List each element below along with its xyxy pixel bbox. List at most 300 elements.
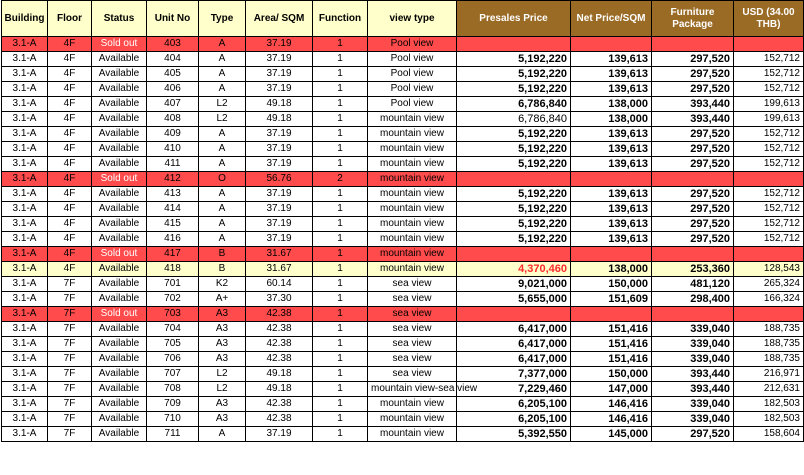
cell-type: A (199, 67, 246, 82)
cell-function: 1 (313, 247, 368, 262)
cell-status: Available (92, 142, 147, 157)
cell-floor: 7F (48, 412, 92, 427)
cell-net-price: 146,416 (571, 412, 652, 427)
cell-type: A3 (199, 322, 246, 337)
cell-building: 3.1-A (2, 367, 48, 382)
cell-usd: 152,712 (734, 202, 804, 217)
cell-function: 1 (313, 337, 368, 352)
cell-floor: 4F (48, 37, 92, 52)
cell-net-price: 138,000 (571, 97, 652, 112)
cell-floor: 4F (48, 217, 92, 232)
cell-net-price: 151,416 (571, 352, 652, 367)
cell-function: 1 (313, 382, 368, 397)
cell-furniture-package: 297,520 (652, 142, 734, 157)
cell-status: Available (92, 367, 147, 382)
cell-usd: 216,971 (734, 367, 804, 382)
cell-net-price: 151,416 (571, 322, 652, 337)
header-area: Area/ SQM (246, 1, 313, 37)
table-row (2, 397, 804, 412)
table-row (2, 232, 804, 247)
cell-floor: 4F (48, 232, 92, 247)
table-row (2, 427, 804, 442)
table-row (2, 82, 804, 97)
cell-net-price: 151,416 (571, 337, 652, 352)
cell-area: 42.38 (246, 412, 313, 427)
cell-presales-price: 7,377,000 (457, 367, 571, 382)
header-usd: USD (34.00 THB) (734, 1, 804, 37)
cell-net-price (571, 247, 652, 262)
cell-unit-no: 406 (147, 82, 199, 97)
cell-type: K2 (199, 277, 246, 292)
cell-usd: 152,712 (734, 157, 804, 172)
cell-type: L2 (199, 382, 246, 397)
cell-view-type: Pool view (368, 52, 457, 67)
cell-net-price: 146,416 (571, 397, 652, 412)
cell-presales-price: 5,192,220 (457, 127, 571, 142)
cell-presales-price: 5,192,220 (457, 157, 571, 172)
cell-type: B (199, 247, 246, 262)
cell-view-type: mountain view (368, 217, 457, 232)
cell-area: 37.19 (246, 127, 313, 142)
cell-function: 1 (313, 352, 368, 367)
cell-usd: 188,735 (734, 322, 804, 337)
table-row (2, 247, 804, 262)
table-row (2, 322, 804, 337)
cell-unit-no: 414 (147, 202, 199, 217)
cell-presales-price: 7,229,460 (457, 382, 571, 397)
cell-function: 2 (313, 172, 368, 187)
cell-view-type: Pool view (368, 67, 457, 82)
cell-floor: 4F (48, 262, 92, 277)
cell-area: 60.14 (246, 277, 313, 292)
cell-status: Available (92, 382, 147, 397)
cell-view-type: mountain view (368, 142, 457, 157)
cell-unit-no: 418 (147, 262, 199, 277)
cell-building: 3.1-A (2, 277, 48, 292)
cell-function: 1 (313, 397, 368, 412)
cell-function: 1 (313, 232, 368, 247)
cell-building: 3.1-A (2, 232, 48, 247)
cell-type: A (199, 52, 246, 67)
cell-view-type: mountain view (368, 427, 457, 442)
table-row (2, 367, 804, 382)
table-row (2, 52, 804, 67)
header-row (2, 1, 804, 37)
cell-status: Available (92, 67, 147, 82)
cell-furniture-package: 297,520 (652, 67, 734, 82)
header-building: Building (2, 1, 48, 37)
cell-presales-price: 5,192,220 (457, 217, 571, 232)
cell-building: 3.1-A (2, 97, 48, 112)
cell-view-type: sea view (368, 277, 457, 292)
cell-presales-price (457, 307, 571, 322)
cell-unit-no: 409 (147, 127, 199, 142)
cell-building: 3.1-A (2, 322, 48, 337)
cell-furniture-package: 297,520 (652, 427, 734, 442)
cell-building: 3.1-A (2, 67, 48, 82)
cell-presales-price: 5,192,220 (457, 187, 571, 202)
cell-view-type: Pool view (368, 97, 457, 112)
cell-area: 37.19 (246, 142, 313, 157)
cell-net-price: 139,613 (571, 187, 652, 202)
cell-furniture-package: 297,520 (652, 217, 734, 232)
cell-net-price: 139,613 (571, 127, 652, 142)
cell-type: A (199, 427, 246, 442)
cell-furniture-package: 393,440 (652, 112, 734, 127)
header-view-type: view type (368, 1, 457, 37)
cell-net-price: 138,000 (571, 112, 652, 127)
header-function: Function (313, 1, 368, 37)
header-status: Status (92, 1, 147, 37)
cell-building: 3.1-A (2, 292, 48, 307)
cell-unit-no: 404 (147, 52, 199, 67)
cell-area: 37.19 (246, 217, 313, 232)
cell-furniture-package: 393,440 (652, 382, 734, 397)
table-row (2, 37, 804, 52)
table-body (2, 37, 804, 442)
cell-function: 1 (313, 307, 368, 322)
cell-area: 42.38 (246, 322, 313, 337)
cell-presales-price: 6,786,840 (457, 112, 571, 127)
cell-view-type: sea view (368, 292, 457, 307)
cell-furniture-package (652, 247, 734, 262)
cell-function: 1 (313, 322, 368, 337)
cell-net-price (571, 37, 652, 52)
cell-type: A (199, 82, 246, 97)
cell-area: 37.19 (246, 202, 313, 217)
table-row (2, 292, 804, 307)
cell-building: 3.1-A (2, 382, 48, 397)
cell-status: Sold out (92, 247, 147, 262)
cell-view-type: Pool view (368, 82, 457, 97)
cell-net-price: 139,613 (571, 157, 652, 172)
cell-status: Available (92, 232, 147, 247)
cell-usd: 158,604 (734, 427, 804, 442)
cell-unit-no: 705 (147, 337, 199, 352)
cell-area: 37.19 (246, 187, 313, 202)
table-row (2, 97, 804, 112)
cell-usd: 166,324 (734, 292, 804, 307)
cell-presales-price (457, 172, 571, 187)
cell-status: Available (92, 82, 147, 97)
cell-building: 3.1-A (2, 52, 48, 67)
cell-type: A (199, 202, 246, 217)
cell-type: A3 (199, 397, 246, 412)
cell-area: 31.67 (246, 262, 313, 277)
cell-furniture-package: 253,360 (652, 262, 734, 277)
cell-view-type: mountain view (368, 127, 457, 142)
cell-building: 3.1-A (2, 427, 48, 442)
cell-net-price (571, 172, 652, 187)
cell-function: 1 (313, 202, 368, 217)
cell-status: Available (92, 322, 147, 337)
cell-unit-no: 413 (147, 187, 199, 202)
cell-floor: 4F (48, 52, 92, 67)
cell-usd: 182,503 (734, 397, 804, 412)
cell-type: A (199, 217, 246, 232)
cell-usd (734, 247, 804, 262)
cell-status: Available (92, 202, 147, 217)
cell-usd: 128,543 (734, 262, 804, 277)
table-row (2, 382, 804, 397)
cell-area: 49.18 (246, 97, 313, 112)
cell-type: A3 (199, 337, 246, 352)
cell-type: A3 (199, 412, 246, 427)
cell-presales-price: 6,417,000 (457, 352, 571, 367)
header-floor: Floor (48, 1, 92, 37)
cell-furniture-package (652, 307, 734, 322)
cell-view-type: mountain view (368, 232, 457, 247)
cell-area: 56.76 (246, 172, 313, 187)
header-net-price: Net Price/SQM (571, 1, 652, 37)
cell-usd: 188,735 (734, 352, 804, 367)
cell-floor: 4F (48, 172, 92, 187)
cell-presales-price (457, 247, 571, 262)
cell-unit-no: 403 (147, 37, 199, 52)
cell-usd: 152,712 (734, 52, 804, 67)
cell-function: 1 (313, 277, 368, 292)
cell-status: Available (92, 427, 147, 442)
cell-building: 3.1-A (2, 187, 48, 202)
cell-building: 3.1-A (2, 82, 48, 97)
cell-floor: 7F (48, 397, 92, 412)
cell-type: B (199, 262, 246, 277)
cell-furniture-package: 298,400 (652, 292, 734, 307)
cell-building: 3.1-A (2, 127, 48, 142)
cell-usd (734, 307, 804, 322)
cell-status: Available (92, 337, 147, 352)
cell-view-type: mountain view (368, 397, 457, 412)
cell-status: Available (92, 277, 147, 292)
cell-type: A3 (199, 307, 246, 322)
cell-furniture-package: 393,440 (652, 367, 734, 382)
table-row (2, 67, 804, 82)
cell-presales-price: 5,192,220 (457, 142, 571, 157)
cell-view-type: mountain view (368, 187, 457, 202)
cell-area: 42.38 (246, 307, 313, 322)
cell-unit-no: 405 (147, 67, 199, 82)
cell-floor: 7F (48, 427, 92, 442)
table-row (2, 352, 804, 367)
cell-net-price: 139,613 (571, 217, 652, 232)
cell-presales-price: 5,192,220 (457, 67, 571, 82)
cell-furniture-package: 339,040 (652, 412, 734, 427)
cell-furniture-package: 339,040 (652, 352, 734, 367)
cell-furniture-package: 481,120 (652, 277, 734, 292)
cell-status: Available (92, 112, 147, 127)
cell-floor: 4F (48, 112, 92, 127)
cell-floor: 4F (48, 127, 92, 142)
cell-floor: 7F (48, 307, 92, 322)
cell-function: 1 (313, 187, 368, 202)
cell-area: 37.19 (246, 232, 313, 247)
cell-usd: 199,613 (734, 112, 804, 127)
cell-presales-price: 4,370,460 (457, 262, 571, 277)
cell-area: 37.19 (246, 82, 313, 97)
cell-furniture-package: 297,520 (652, 187, 734, 202)
cell-net-price: 150,000 (571, 277, 652, 292)
cell-view-type: mountain view (368, 157, 457, 172)
cell-furniture-package: 297,520 (652, 157, 734, 172)
cell-view-type: sea view (368, 352, 457, 367)
cell-usd: 152,712 (734, 127, 804, 142)
cell-presales-price: 9,021,000 (457, 277, 571, 292)
cell-view-type: mountain view (368, 247, 457, 262)
cell-furniture-package: 339,040 (652, 322, 734, 337)
cell-floor: 4F (48, 82, 92, 97)
cell-net-price: 139,613 (571, 67, 652, 82)
cell-building: 3.1-A (2, 142, 48, 157)
cell-area: 49.18 (246, 112, 313, 127)
cell-function: 1 (313, 367, 368, 382)
cell-function: 1 (313, 37, 368, 52)
cell-building: 3.1-A (2, 172, 48, 187)
cell-unit-no: 412 (147, 172, 199, 187)
table-row (2, 112, 804, 127)
cell-unit-no: 709 (147, 397, 199, 412)
cell-unit-no: 710 (147, 412, 199, 427)
cell-view-type: mountain view (368, 412, 457, 427)
cell-furniture-package (652, 37, 734, 52)
cell-area: 37.19 (246, 427, 313, 442)
cell-unit-no: 708 (147, 382, 199, 397)
cell-usd: 152,712 (734, 82, 804, 97)
table-row (2, 262, 804, 277)
cell-furniture-package: 339,040 (652, 337, 734, 352)
cell-floor: 4F (48, 202, 92, 217)
cell-area: 42.38 (246, 397, 313, 412)
cell-building: 3.1-A (2, 217, 48, 232)
cell-building: 3.1-A (2, 157, 48, 172)
cell-unit-no: 702 (147, 292, 199, 307)
cell-type: L2 (199, 367, 246, 382)
cell-view-type: Pool view (368, 37, 457, 52)
cell-building: 3.1-A (2, 352, 48, 367)
cell-floor: 4F (48, 187, 92, 202)
cell-status: Sold out (92, 37, 147, 52)
cell-status: Sold out (92, 172, 147, 187)
cell-furniture-package: 339,040 (652, 397, 734, 412)
table-row (2, 187, 804, 202)
cell-status: Available (92, 127, 147, 142)
cell-usd: 152,712 (734, 67, 804, 82)
cell-unit-no: 703 (147, 307, 199, 322)
cell-status: Sold out (92, 307, 147, 322)
cell-furniture-package: 297,520 (652, 52, 734, 67)
table-row (2, 172, 804, 187)
cell-presales-price: 6,205,100 (457, 397, 571, 412)
cell-presales-price: 5,192,220 (457, 52, 571, 67)
cell-status: Available (92, 292, 147, 307)
cell-net-price: 139,613 (571, 52, 652, 67)
cell-presales-price: 5,192,220 (457, 232, 571, 247)
cell-usd: 265,324 (734, 277, 804, 292)
cell-area: 37.30 (246, 292, 313, 307)
cell-status: Available (92, 262, 147, 277)
cell-function: 1 (313, 427, 368, 442)
cell-presales-price (457, 37, 571, 52)
cell-view-type: mountain view (368, 172, 457, 187)
cell-floor: 7F (48, 277, 92, 292)
cell-unit-no: 411 (147, 157, 199, 172)
cell-net-price: 139,613 (571, 202, 652, 217)
cell-function: 1 (313, 52, 368, 67)
cell-floor: 7F (48, 352, 92, 367)
table-row (2, 127, 804, 142)
cell-net-price: 139,613 (571, 232, 652, 247)
cell-status: Available (92, 352, 147, 367)
cell-presales-price: 6,786,840 (457, 97, 571, 112)
cell-type: A+ (199, 292, 246, 307)
cell-function: 1 (313, 412, 368, 427)
cell-function: 1 (313, 67, 368, 82)
cell-area: 49.18 (246, 367, 313, 382)
cell-type: A (199, 37, 246, 52)
header-type: Type (199, 1, 246, 37)
cell-floor: 4F (48, 247, 92, 262)
cell-furniture-package: 393,440 (652, 97, 734, 112)
cell-function: 1 (313, 97, 368, 112)
cell-area: 31.67 (246, 247, 313, 262)
cell-view-type: mountain view (368, 262, 457, 277)
cell-building: 3.1-A (2, 412, 48, 427)
cell-floor: 7F (48, 322, 92, 337)
cell-building: 3.1-A (2, 397, 48, 412)
cell-type: A (199, 232, 246, 247)
table-row (2, 412, 804, 427)
cell-type: A3 (199, 352, 246, 367)
header-presales-price: Presales Price (457, 1, 571, 37)
table-row (2, 142, 804, 157)
cell-presales-price: 5,192,220 (457, 202, 571, 217)
cell-presales-price: 5,192,220 (457, 82, 571, 97)
cell-building: 3.1-A (2, 247, 48, 262)
cell-building: 3.1-A (2, 337, 48, 352)
cell-function: 1 (313, 82, 368, 97)
cell-net-price: 139,613 (571, 142, 652, 157)
cell-view-type: sea view (368, 367, 457, 382)
table-row (2, 202, 804, 217)
cell-status: Available (92, 217, 147, 232)
cell-status: Available (92, 397, 147, 412)
cell-usd: 182,503 (734, 412, 804, 427)
cell-area: 42.38 (246, 337, 313, 352)
cell-status: Available (92, 187, 147, 202)
cell-floor: 7F (48, 367, 92, 382)
table-row (2, 337, 804, 352)
cell-usd: 212,631 (734, 382, 804, 397)
cell-usd: 152,712 (734, 187, 804, 202)
cell-status: Available (92, 97, 147, 112)
cell-type: O (199, 172, 246, 187)
cell-function: 1 (313, 112, 368, 127)
cell-type: L2 (199, 112, 246, 127)
cell-net-price: 139,613 (571, 82, 652, 97)
cell-floor: 7F (48, 292, 92, 307)
cell-function: 1 (313, 142, 368, 157)
cell-type: A (199, 142, 246, 157)
cell-floor: 4F (48, 142, 92, 157)
cell-net-price: 150,000 (571, 367, 652, 382)
cell-furniture-package: 297,520 (652, 82, 734, 97)
table-row (2, 217, 804, 232)
cell-usd: 188,735 (734, 337, 804, 352)
table-row (2, 157, 804, 172)
cell-presales-price: 6,417,000 (457, 337, 571, 352)
cell-building: 3.1-A (2, 37, 48, 52)
cell-function: 1 (313, 292, 368, 307)
cell-presales-price: 5,655,000 (457, 292, 571, 307)
